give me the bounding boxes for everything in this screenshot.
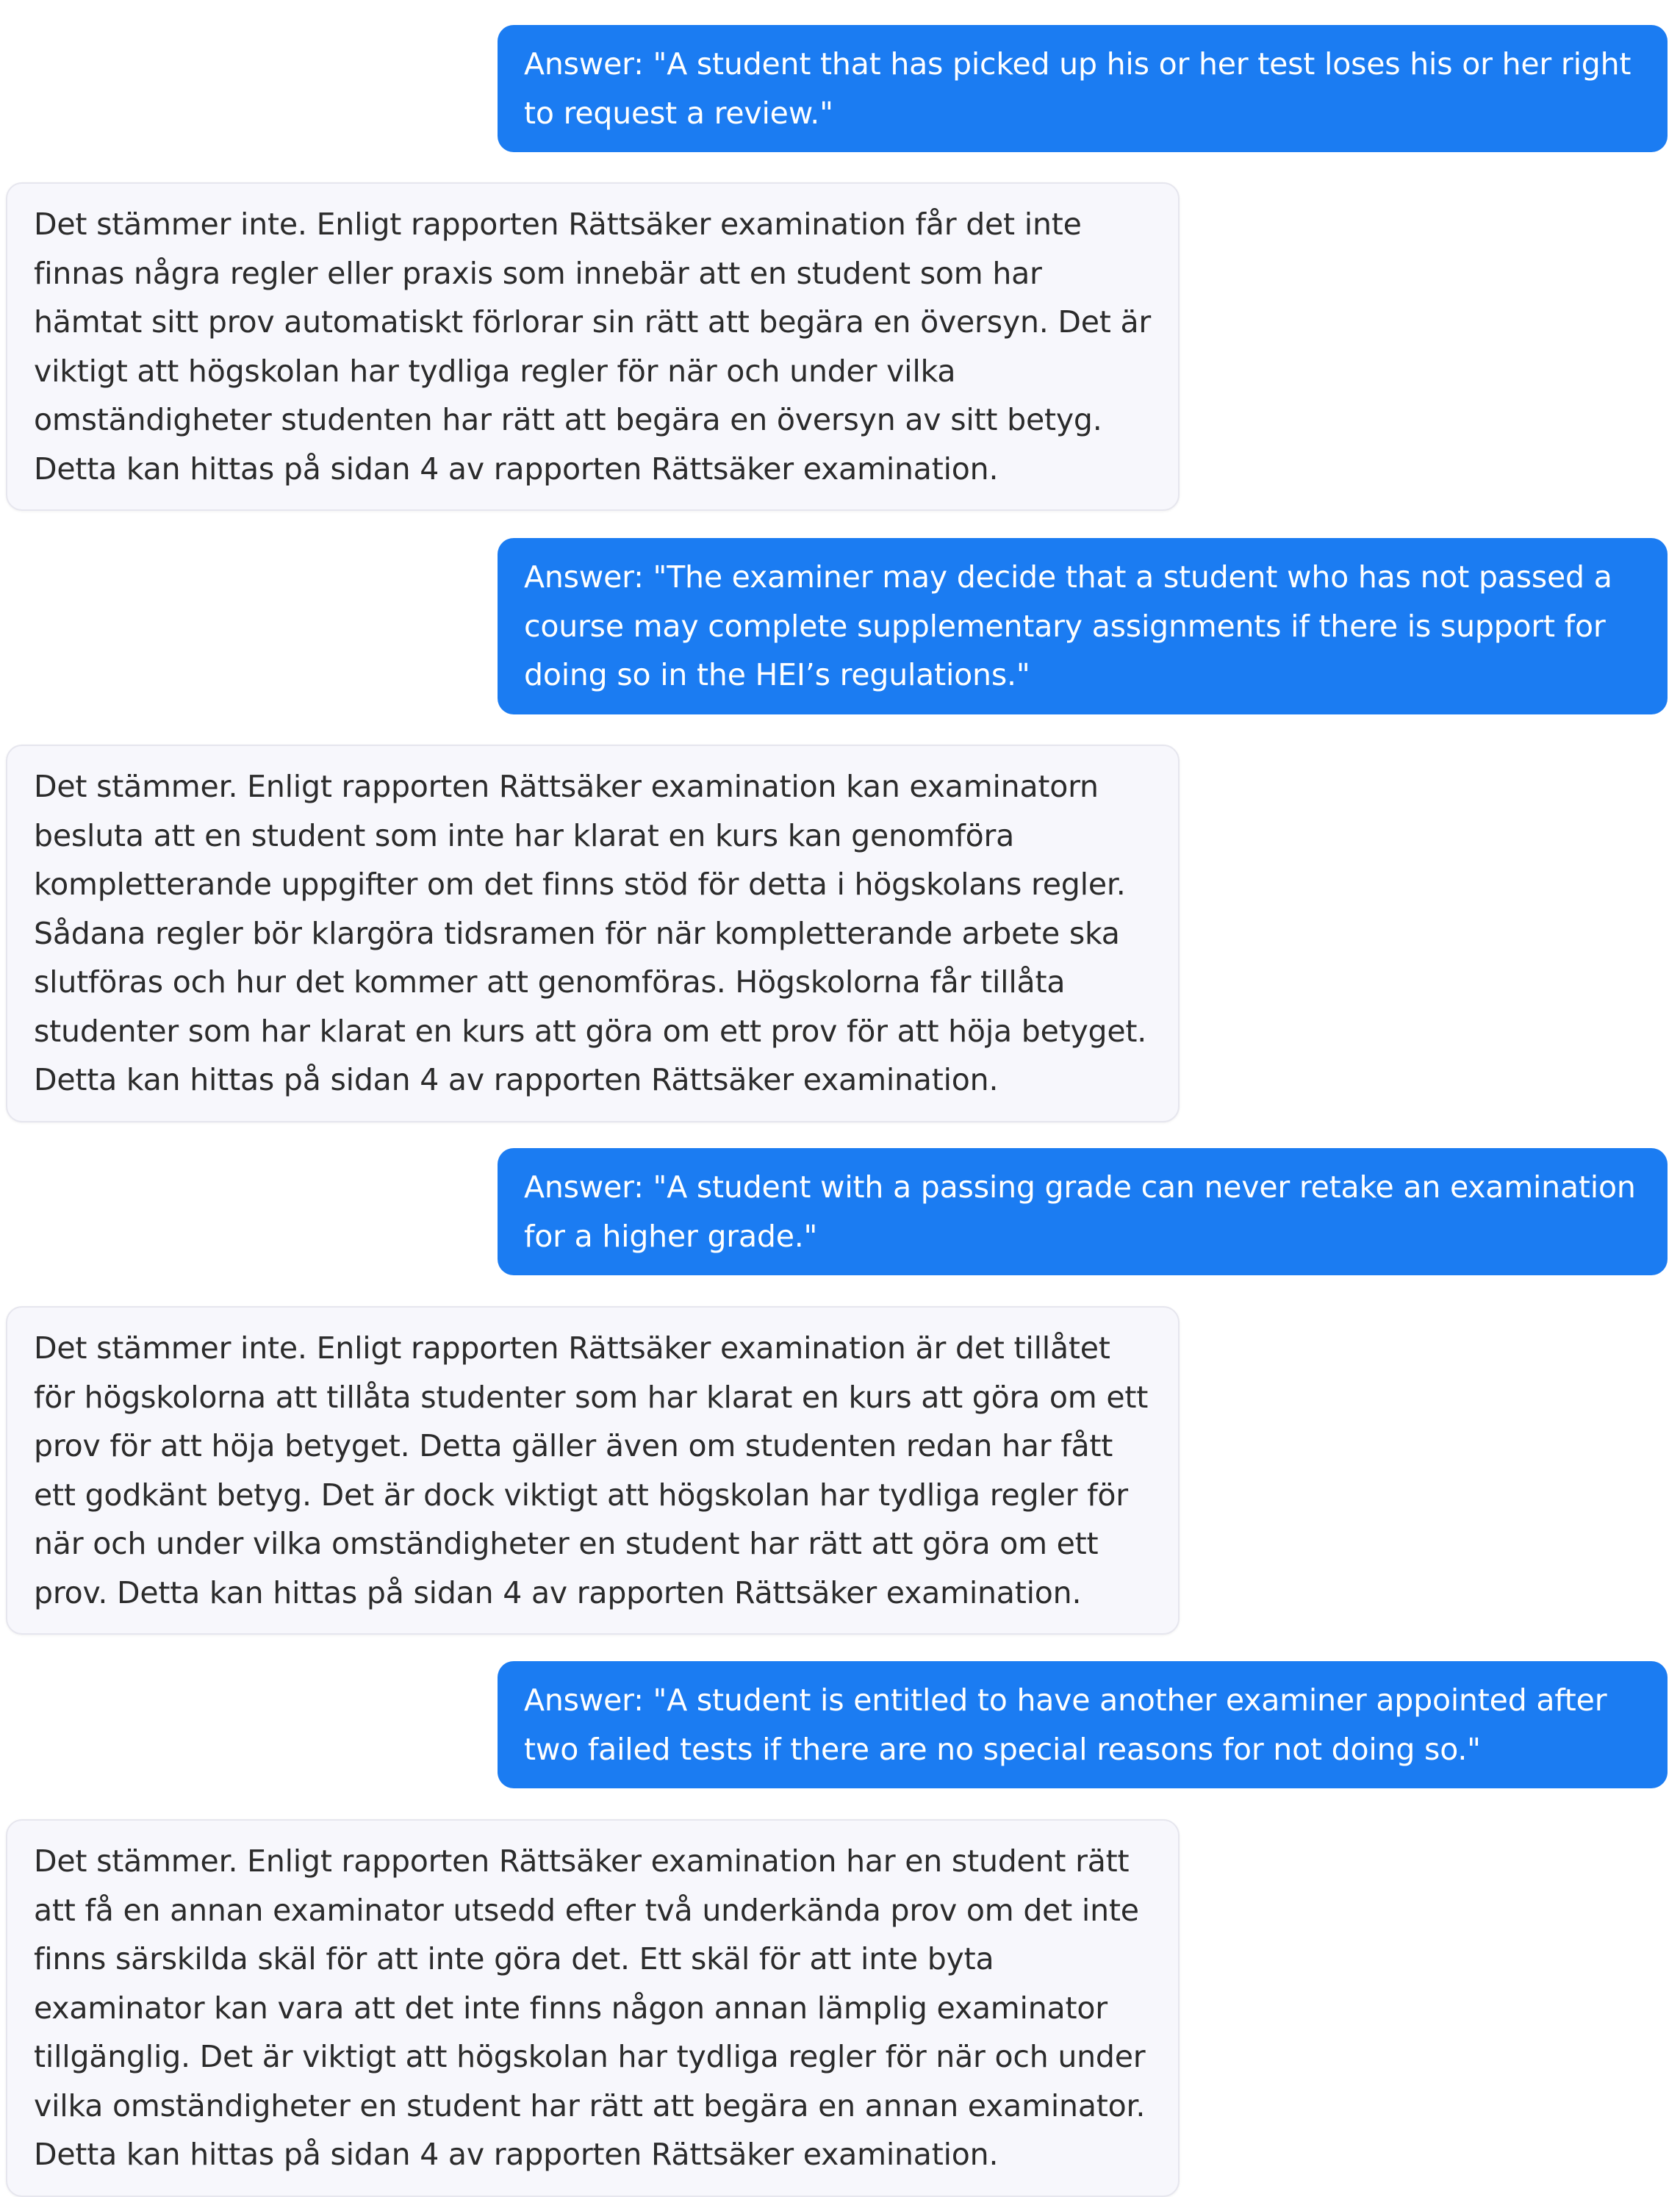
user-message: Answer: "A student that has picked up his or her test loses his or her right to request a review." <box>498 25 1668 152</box>
assistant-message: Det stämmer inte. Enligt rapporten Rättsäker examination är det tillåtet för högskolorna att tillåta studenter som har klarat en kurs att göra om ett prov för att höja betyget. Detta gäller även om studenten redan har fått ett godkänt betyg. Det är dock viktigt att högskolan har tydliga regler för när och under vilka omständigheter en student har rätt att göra om ett prov. Detta kan hittas på sidan 4 av rapporten Rättsäker examination. <box>6 1306 1180 1635</box>
assistant-message: Det stämmer. Enligt rapporten Rättsäker examination kan examinatorn besluta att en student som inte har klarat en kurs kan genomföra kompletterande uppgifter om det finns stöd för detta i högskolans regler. Sådana regler bör klargöra tidsramen för när kompletterande arbete ska slutföras och hur det kommer att genomföras. Högskolorna får tillåta studenter som har klarat en kurs att göra om ett prov för att höja betyget. Detta kan hittas på sidan 4 av rapporten Rättsäker examination. <box>6 745 1180 1122</box>
assistant-message: Det stämmer. Enligt rapporten Rättsäker examination har en student rätt att få en annan examinator utsedd efter två underkända prov om det inte finns särskilda skäl för att inte göra det. Ett skäl för att inte byta examinator kan vara att det inte finns någon annan lämplig examinator tillgänglig. Det är viktigt att högskolan har tydliga regler för när och under vilka omständigheter en student har rätt att begära en annan examinator. Detta kan hittas på sidan 4 av rapporten Rättsäker examination. <box>6 1819 1180 2197</box>
user-message: Answer: "A student with a passing grade can never retake an examination for a higher grade." <box>498 1148 1668 1275</box>
user-message: Answer: "A student is entitled to have another examiner appointed after two failed tests if there are no special reasons for not doing so." <box>498 1661 1668 1788</box>
user-message: Answer: "The examiner may decide that a student who has not passed a course may complete supplementary assignments if there is support for doing so in the HEI’s regulations." <box>498 538 1668 714</box>
assistant-message: Det stämmer inte. Enligt rapporten Rättsäker examination får det inte finnas några regler eller praxis som innebär att en student som har hämtat sitt prov automatiskt förlorar sin rätt att begära en översyn. Det är viktigt att högskolan har tydliga regler för när och under vilka omständigheter studenten har rätt att begära en översyn av sitt betyg. Detta kan hittas på sidan 4 av rapporten Rättsäker examination. <box>6 182 1180 511</box>
